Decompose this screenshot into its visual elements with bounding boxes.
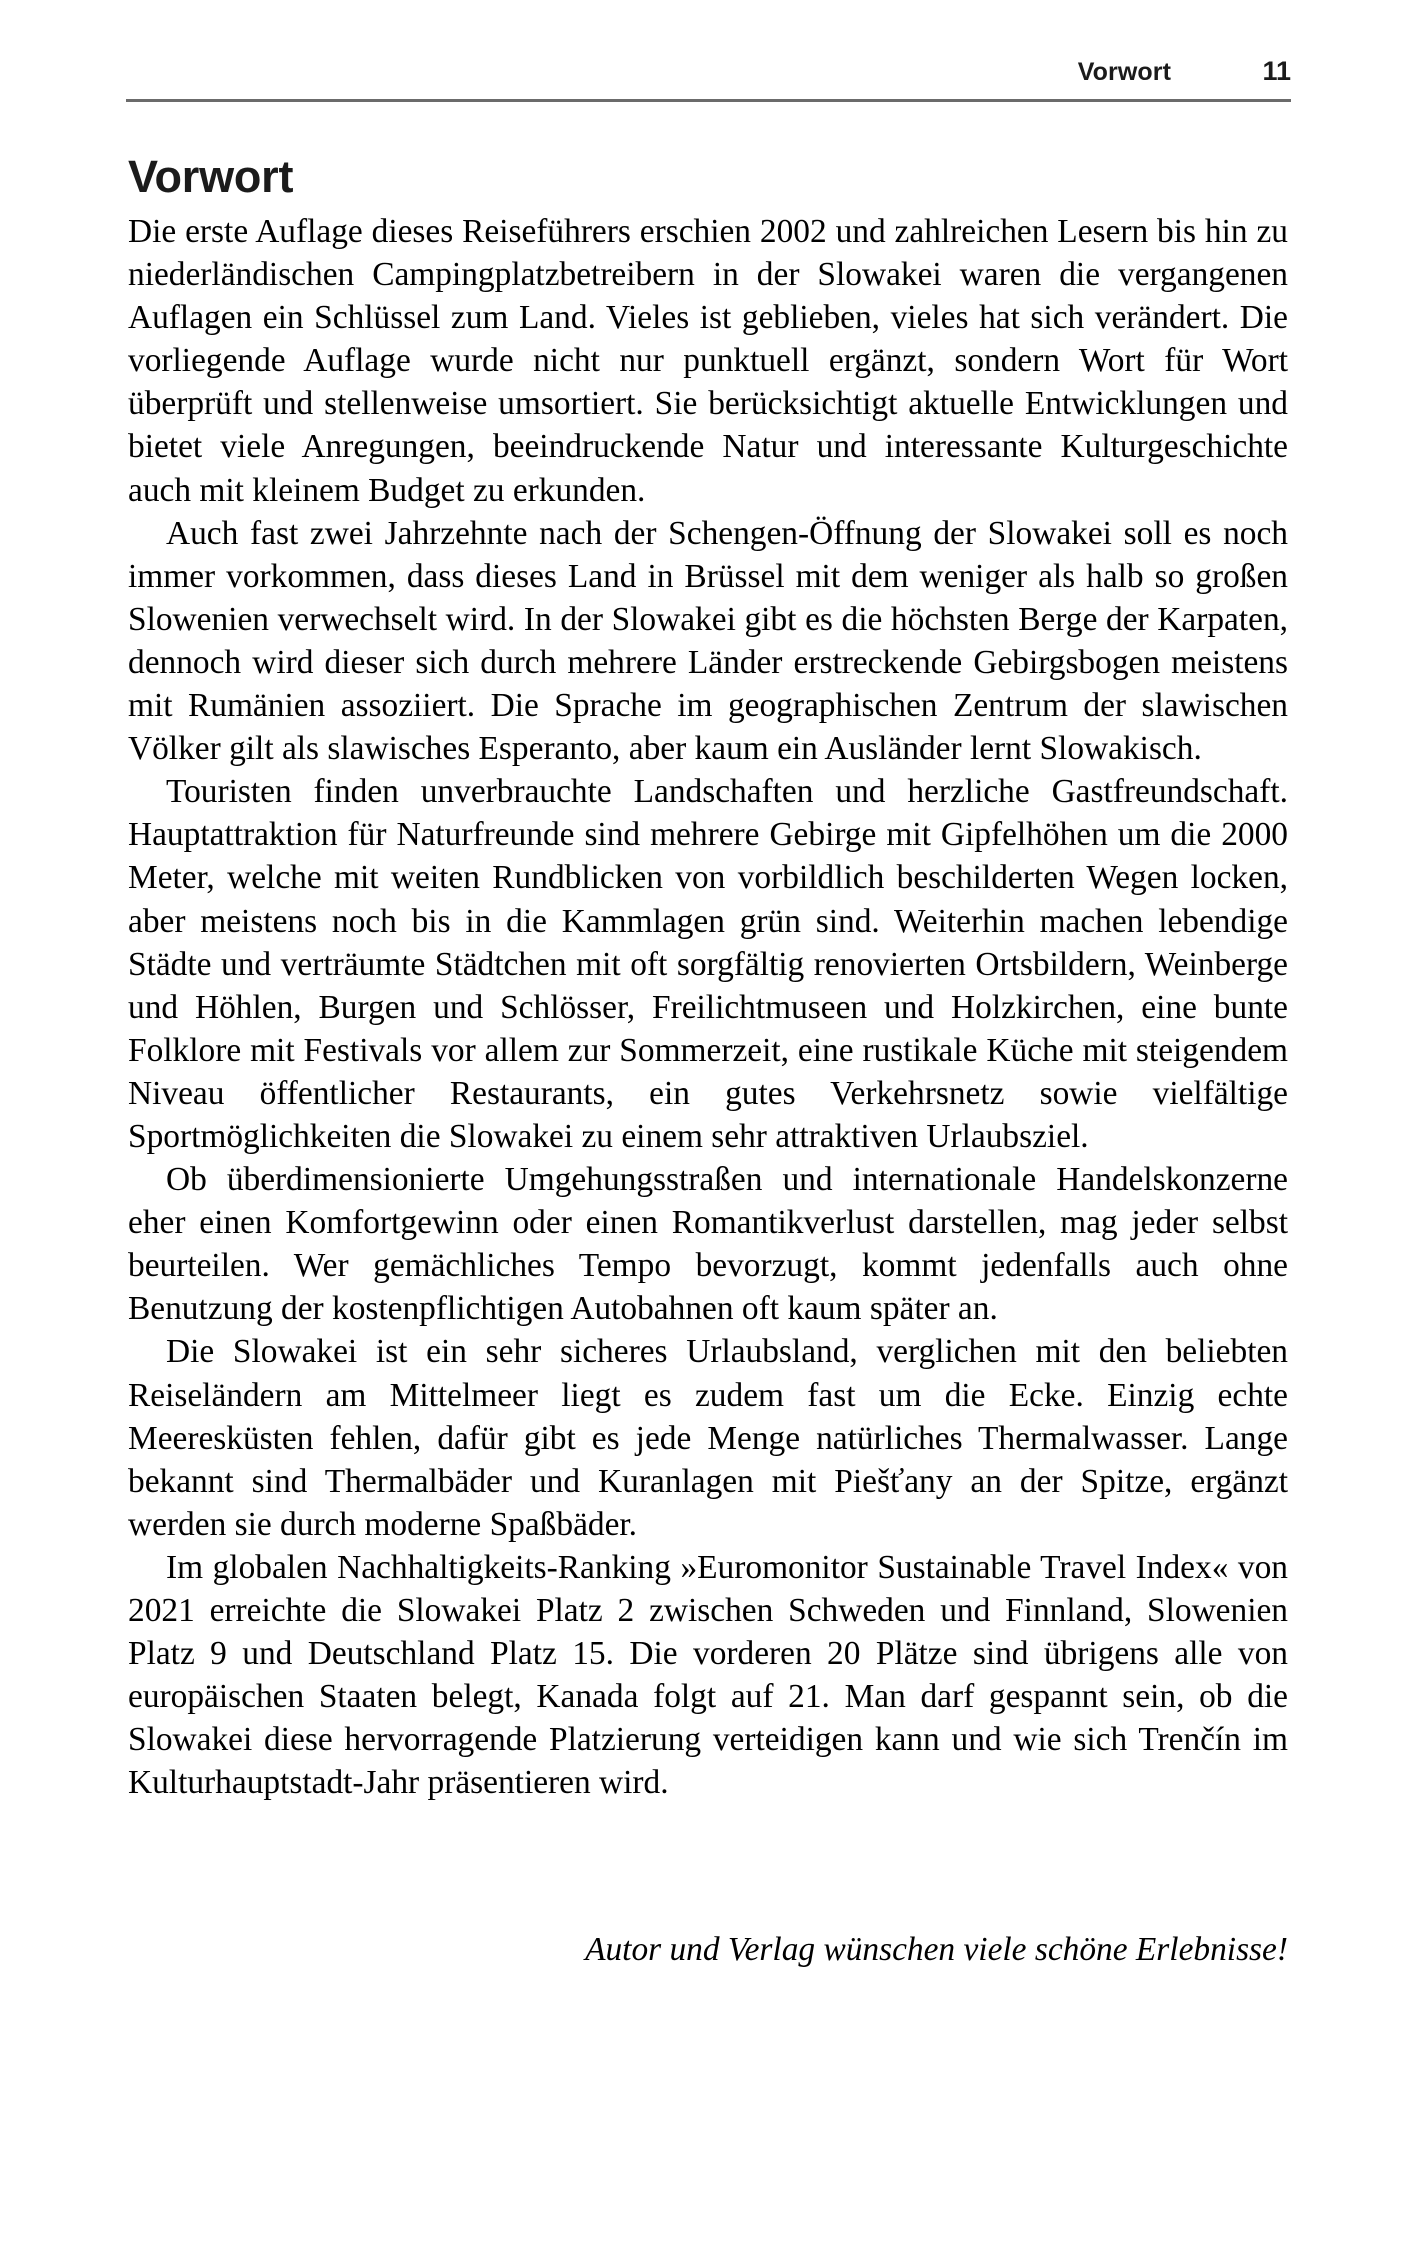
paragraph: Die erste Auflage dieses Reiseführers erschien 2002 und zahlreichen Lesern bis hin zu niederländischen Campingplatzbetreibern in der Slowakei waren die vergangenen Auflagen ein Schlüssel zum Land. Vieles ist geblieben, vieles hat sich verändert. Die vorliegende Auflage wurde nicht nur punktuell ergänzt, sondern Wort für Wort überprüft und stellenweise umsortiert. Sie berücksichtigt aktuelle Entwicklungen und bietet viele Anregungen, beeindruckende Natur und interessante Kulturgeschichte auch mit kleinem Budget zu erkunden.: [128, 213, 1288, 509]
paragraph: Ob überdimensionierte Umgehungsstraßen und internationale Handelskonzerne eher einen Komfortgewinn oder einen Romantikverlust darstellen, mag jeder selbst beurteilen. Wer gemächliches Tempo bevorzugt, kommt jedenfalls auch ohne Benutzung der kostenpflichtigen Autobahnen oft kaum später an.: [128, 1161, 1288, 1328]
page-number: 11: [1262, 56, 1291, 86]
paragraph: Touristen finden unverbrauchte Landschaften und herzliche Gastfreundschaft. Hauptattraktion für Naturfreunde sind mehrere Gebirge mit Gipfelhöhen um die 2000 Meter, welche mit weiten Rundblicken von vorbildlich beschilderten Wegen locken, aber meistens noch bis in die Kammlagen grün sind. Weiterhin machen lebendige Städte und verträumte Städtchen mit oft sorgfältig renovierten Ortsbildern, Weinberge und Höhlen, Burgen und Schlösser, Freilichtmuseen und Holzkirchen, eine bunte Folklore mit Festivals vor allem zur Sommerzeit, eine rustikale Küche mit steigendem Niveau öffentlicher Restaurants, ein gutes Verkehrsnetz sowie vielfältige Sportmöglichkeiten die Slowakei zu einem sehr attraktiven Urlaubsziel.: [128, 773, 1288, 1155]
paragraph: Die Slowakei ist ein sehr sicheres Urlaubsland, verglichen mit den beliebten Reiseländern am Mittelmeer liegt es zudem fast um die Ecke. Einzig echte Meeresküsten fehlen, dafür gibt es jede Menge natürliches Thermalwasser. Lange bekannt sind Thermalbäder und Kuranlagen mit Piešťany an der Spitze, ergänzt werden sie durch moderne Spaßbäder.: [128, 1333, 1288, 1543]
header-rule: [126, 99, 1291, 102]
closing-line: Autor und Verlag wünschen viele schöne Erlebnisse!: [585, 1931, 1288, 1968]
paragraph: Auch fast zwei Jahrzehnte nach der Schengen-Öffnung der Slowakei soll es noch immer vorkommen, dass dieses Land in Brüssel mit dem weniger als halb so großen Slowenien verwechselt wird. In der Slowakei gibt es die höchsten Berge der Karpaten, dennoch wird dieser sich durch mehrere Länder erstreckende Gebirgsbogen meistens mit Rumänien assoziiert. Die Sprache im geographischen Zentrum der slawischen Völker gilt als slawisches Esperanto, aber kaum ein Ausländer lernt Slowakisch.: [128, 514, 1288, 768]
paragraph: Im globalen Nachhaltigkeits-Ranking »Euromonitor Sustainable Travel Index« von 2021 erreichte die Slowakei Platz 2 zwischen Schweden und Finnland, Slowenien Platz 9 und Deutschland Platz 15. Die vorderen 20 Plätze sind übrigens alle von europäischen Staaten belegt, Kanada folgt auf 21. Man darf gespannt sein, ob die Slowakei diese hervorragende Platzierung verteidigen kann und wie sich Trenčín im Kulturhauptstadt-Jahr präsentieren wird.: [128, 1548, 1288, 1802]
running-header: [126, 56, 1291, 100]
page-title: Vorwort: [128, 151, 294, 203]
running-header-title: Vorwort: [1077, 58, 1171, 86]
body-text: [128, 210, 1288, 1804]
